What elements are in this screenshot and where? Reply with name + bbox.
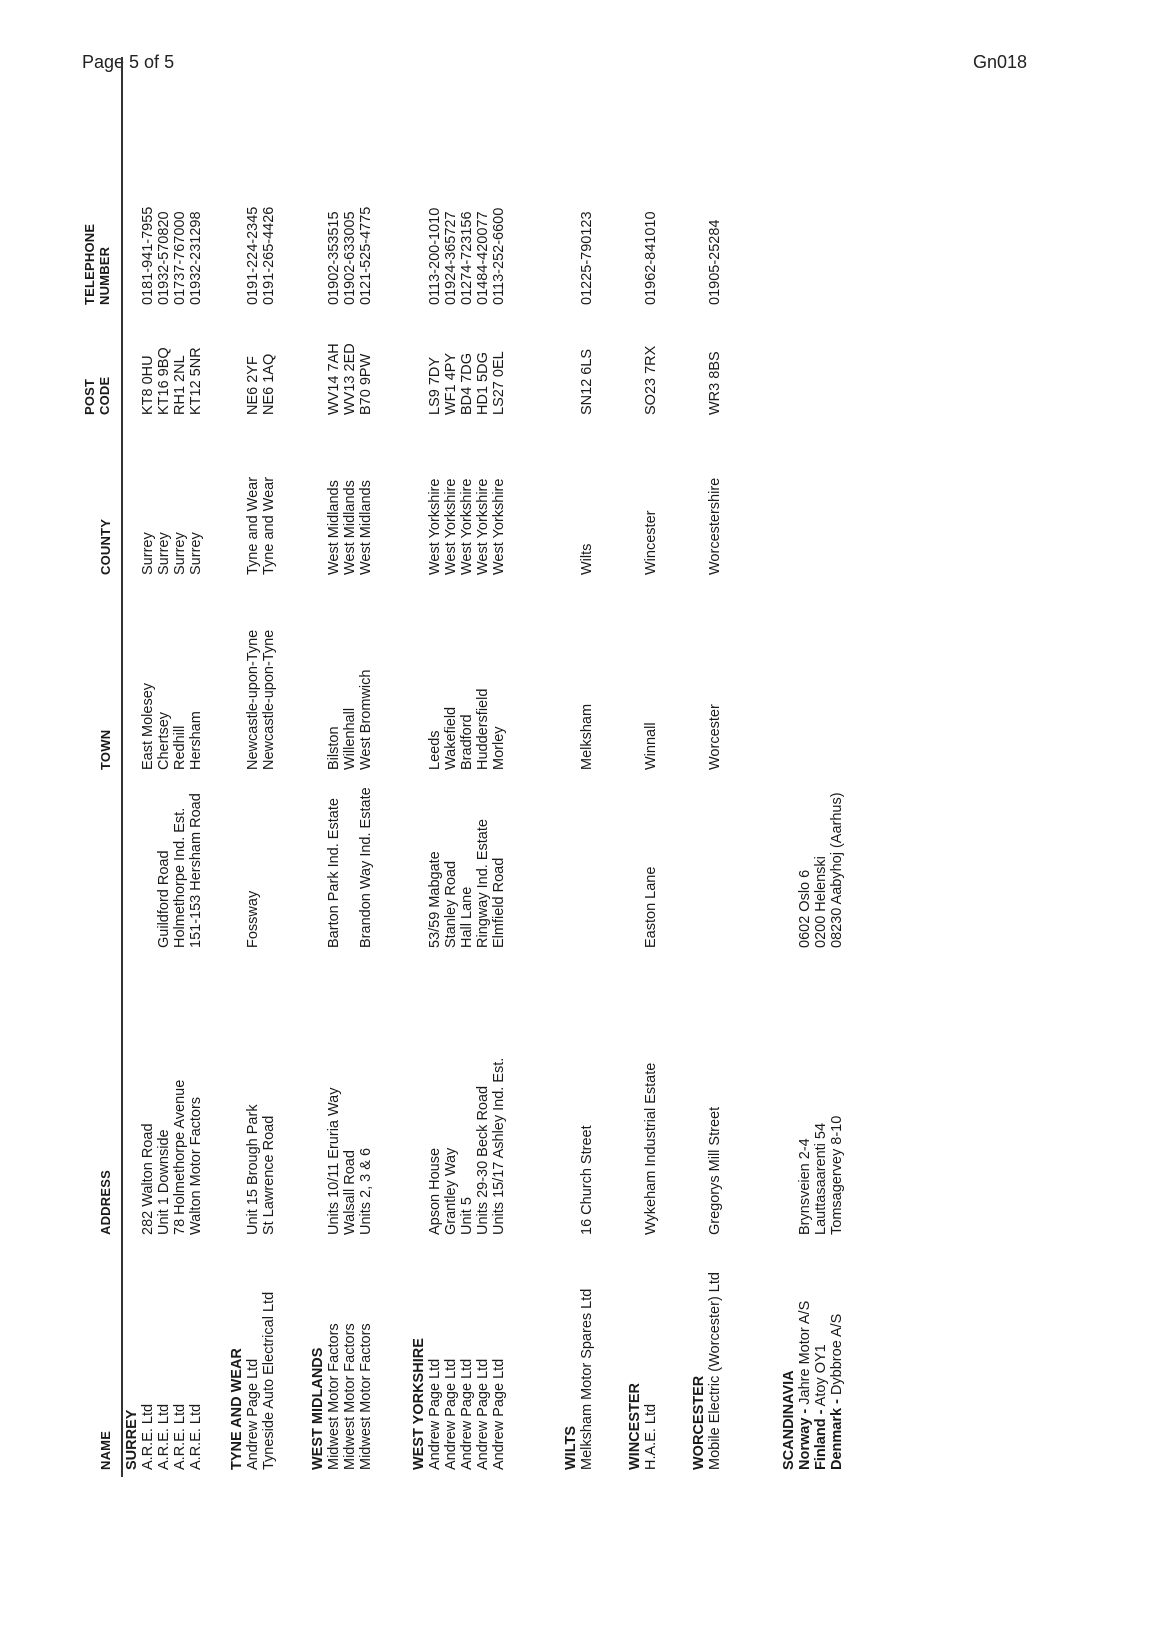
cell-county: West Midlands [326,480,342,575]
cell-county: West Midlands [342,480,358,575]
company-name: Atoy OY1 [813,1344,829,1410]
page-number: Page 5 of 5 [82,52,175,72]
cell-address: Unit 15 Brough Park [245,1104,261,1235]
cell-telephone: 01274-723156 [459,211,475,305]
cell-street: Elmfield Road [491,857,507,948]
table-row [707,0,723,1637]
cell-county: West Yorkshire [459,478,475,575]
cell-town: Morley [491,726,507,770]
cell-address: Walton Motor Factors [188,1096,204,1235]
cell-name: Andrew Page Ltd [245,1358,261,1470]
cell-name: Midwest Motor Factors [326,1323,342,1470]
cell-telephone: 01484-420077 [475,211,491,305]
cell-street: Barton Park Ind. Estate [326,798,342,948]
column-header-telephone [82,224,112,305]
cell-post-code: NE6 1AQ [261,353,277,415]
cell-county: Surrey [156,532,172,575]
group-title: SURREY [124,1409,140,1470]
cell-town: Newcastle-upon-Tyne [245,629,261,770]
cell-street: 0200 Helenski [813,856,829,948]
table-row [579,0,595,1637]
cell-town: Hersham [188,711,204,770]
cell-town: Redhill [172,725,188,770]
cell-town: East Molesey [140,682,156,770]
cell-name: A.R.E. Ltd [140,1403,156,1470]
cell-name: Mobile Electric (Worcester) Ltd [707,1272,723,1470]
cell-street: 53/59 Mabgate [427,851,443,948]
cell-county: Wilts [579,543,595,575]
group-west-yorkshire [411,0,507,1637]
cell-post-code: SN12 6LS [579,348,595,415]
cell-town: Melksham [579,703,595,770]
cell-post-code: BD4 7DG [459,352,475,415]
group-tyne-and-wear [229,0,277,1637]
document-code: Gn018 [972,52,1027,72]
cell-street: Stanley Road [443,860,459,948]
cell-town: Chertsey [156,711,172,770]
cell-name: Andrew Page Ltd [443,1358,459,1470]
cell-address: 16 Church Street [579,1125,595,1235]
cell-name: A.R.E. Ltd [172,1403,188,1470]
column-header-town: TOWN [98,729,113,770]
cell-post-code: WV14 7AH [326,343,342,415]
cell-address: St Lawrence Road [261,1115,277,1235]
cell-post-code: WV13 2ED [342,343,358,415]
cell-county: West Yorkshire [427,478,443,575]
cell-address: Units 29-30 Beck Road [475,1085,491,1235]
country-label: Denmark - [829,1399,845,1470]
table-row [326,0,342,1637]
cell-telephone: 0121-525-4775 [358,206,374,305]
table-row [172,0,188,1637]
cell-name [813,1344,829,1470]
cell-town: Newcastle-upon-Tyne [261,629,277,770]
group-west-midlands [310,0,374,1637]
group-title: WEST MIDLANDS [310,1347,326,1470]
cell-county: West Yorkshire [475,478,491,575]
cell-telephone: 01924-365727 [443,211,459,305]
cell-town: Willenhall [342,707,358,770]
cell-address: Walsall Road [342,1150,358,1235]
cell-street: Hall Lane [459,886,475,948]
cell-telephone: 01225-790123 [579,211,595,305]
cell-town: Bradford [459,714,475,770]
cell-address: 78 Holmethorpe Avenue [172,1079,188,1235]
cell-county: Worcestershire [707,477,723,575]
cell-telephone: 01905-25284 [707,219,723,305]
cell-name [797,1301,813,1470]
table-row [358,0,374,1637]
cell-telephone: 01902-633005 [342,211,358,305]
column-header-name: NAME [98,1430,113,1470]
cell-telephone: 0113-252-6600 [491,207,507,305]
cell-street: 0602 Oslo 6 [797,869,813,948]
cell-address: Gregorys Mill Street [707,1106,723,1235]
cell-town: Worcester [707,704,723,770]
group-title: WEST YORKSHIRE [411,1338,427,1470]
table-row [443,0,459,1637]
cell-name: Melksham Motor Spares Ltd [579,1288,595,1470]
cell-address: Lauttasaarenti 54 [813,1122,829,1235]
group-wilts [563,0,595,1637]
cell-telephone: 0113-200-1010 [427,207,443,305]
cell-street: Guildford Road [156,850,172,948]
cell-post-code: WF1 4PY [443,352,459,415]
cell-address: Units 10/11 Eruria Way [326,1087,342,1235]
company-name: Dybbroe A/S [829,1313,845,1400]
cell-county: Surrey [188,532,204,575]
country-label: Finland - [813,1409,829,1470]
table-row [261,0,277,1637]
group-title: WORCESTER [691,1375,707,1470]
cell-street: Holmethorpe Ind. Est. [172,807,188,948]
cell-town: Leeds [427,730,443,770]
group-scandinavia [781,0,845,1637]
cell-telephone: 01932-570820 [156,211,172,305]
cell-county: West Yorkshire [443,478,459,575]
cell-post-code: B70 9PW [358,353,374,415]
cell-name: H.A.E. Ltd [643,1403,659,1470]
cell-post-code: RH1 2NL [172,355,188,415]
cell-name: A.R.E. Ltd [188,1403,204,1470]
cell-county: Wincester [643,510,659,575]
cell-telephone: 0191-265-4426 [261,206,277,305]
column-header-telephone-line2: NUMBER [97,246,112,305]
cell-name: A.R.E. Ltd [156,1403,172,1470]
cell-town: Wakefield [443,706,459,770]
cell-address: Unit 5 [459,1197,475,1235]
cell-name: Midwest Motor Factors [342,1323,358,1470]
cell-address: Brynsveien 2-4 [797,1138,813,1235]
cell-county: Tyne and Wear [261,476,277,575]
cell-county: Surrey [172,532,188,575]
cell-telephone: 01932-231298 [188,211,204,305]
table-row [491,0,507,1637]
cell-telephone: 0191-224-2345 [245,206,261,305]
cell-address: Grantley Way [443,1147,459,1235]
cell-county: Tyne and Wear [245,476,261,575]
cell-town: Winnall [643,722,659,770]
cell-street: 08230 Aabyhoj (Aarhus) [829,792,845,948]
group-title: WINCESTER [627,1383,643,1470]
cell-name [829,1314,845,1470]
column-header-telephone-line1: TELEPHONE [82,223,97,305]
cell-street: 151-153 Hersham Road [188,793,204,948]
cell-post-code: NE6 2YF [245,356,261,415]
cell-name: Andrew Page Ltd [491,1358,507,1470]
cell-town: Bilston [326,726,342,770]
cell-post-code: HD1 5DG [475,352,491,415]
group-wincester [627,0,659,1637]
cell-telephone: 01902-353515 [326,211,342,305]
column-header-post-code-line1: POST [82,378,97,415]
table-row [427,0,443,1637]
cell-address: 282 Walton Road [140,1123,156,1235]
cell-county: Surrey [140,532,156,575]
cell-name: Midwest Motor Factors [358,1323,374,1470]
group-title: SCANDINAVIA [781,1370,797,1470]
cell-name: Tyneside Auto Electrical Ltd [261,1291,277,1470]
cell-town: Huddersfield [475,688,491,770]
group-worcester [691,0,723,1637]
cell-county: West Midlands [358,480,374,575]
country-label: Norway - [797,1408,813,1470]
table-row [643,0,659,1637]
table-row [342,0,358,1637]
table-row [475,0,491,1637]
cell-post-code: LS27 0EL [491,351,507,415]
cell-county: West Yorkshire [491,478,507,575]
table-row [459,0,475,1637]
table-row [245,0,261,1637]
cell-address: Units 2, 3 & 6 [358,1147,374,1235]
group-title: WILTS [563,1425,579,1470]
cell-address: Units 15/17 Ashley Ind. Est. [491,1057,507,1235]
cell-name: Andrew Page Ltd [427,1358,443,1470]
cell-post-code: KT16 9BQ [156,347,172,415]
cell-name: Andrew Page Ltd [475,1358,491,1470]
table-row [156,0,172,1637]
cell-post-code: KT12 5NR [188,347,204,415]
cell-address: Wykeham Industrial Estate [643,1062,659,1235]
table-row [188,0,204,1637]
table-row [813,0,829,1637]
company-name: Jahre Motor A/S [797,1300,813,1409]
cell-address: Unit 1 Downside [156,1129,172,1235]
column-header-address: ADDRESS [98,1170,113,1235]
column-header-post-code [82,377,112,415]
cell-street: Fossway [245,890,261,948]
table-row [140,0,156,1637]
cell-post-code: KT8 0HU [140,355,156,415]
cell-address: Apson House [427,1147,443,1235]
column-header-county: COUNTY [98,518,113,575]
table-row [797,0,813,1637]
cell-town: West Bromwich [358,669,374,770]
cell-street: Ringway Ind. Estate [475,819,491,948]
cell-post-code: LS9 7DY [427,356,443,415]
header-divider [121,57,123,1477]
cell-telephone: 01737-767000 [172,211,188,305]
cell-address: Tomsagervey 8-10 [829,1115,845,1235]
group-title: TYNE AND WEAR [229,1348,245,1470]
cell-post-code: WR3 8BS [707,351,723,415]
group-surrey [124,0,204,1637]
cell-street: Easton Lane [643,866,659,948]
cell-street: Brandon Way Ind. Estate [358,787,374,948]
cell-name: Andrew Page Ltd [459,1358,475,1470]
table-row [829,0,845,1637]
column-header-post-code-line2: CODE [97,376,112,415]
cell-post-code: SO23 7RX [643,345,659,415]
cell-telephone: 0181-941-7955 [140,206,156,305]
cell-telephone: 01962-841010 [643,211,659,305]
